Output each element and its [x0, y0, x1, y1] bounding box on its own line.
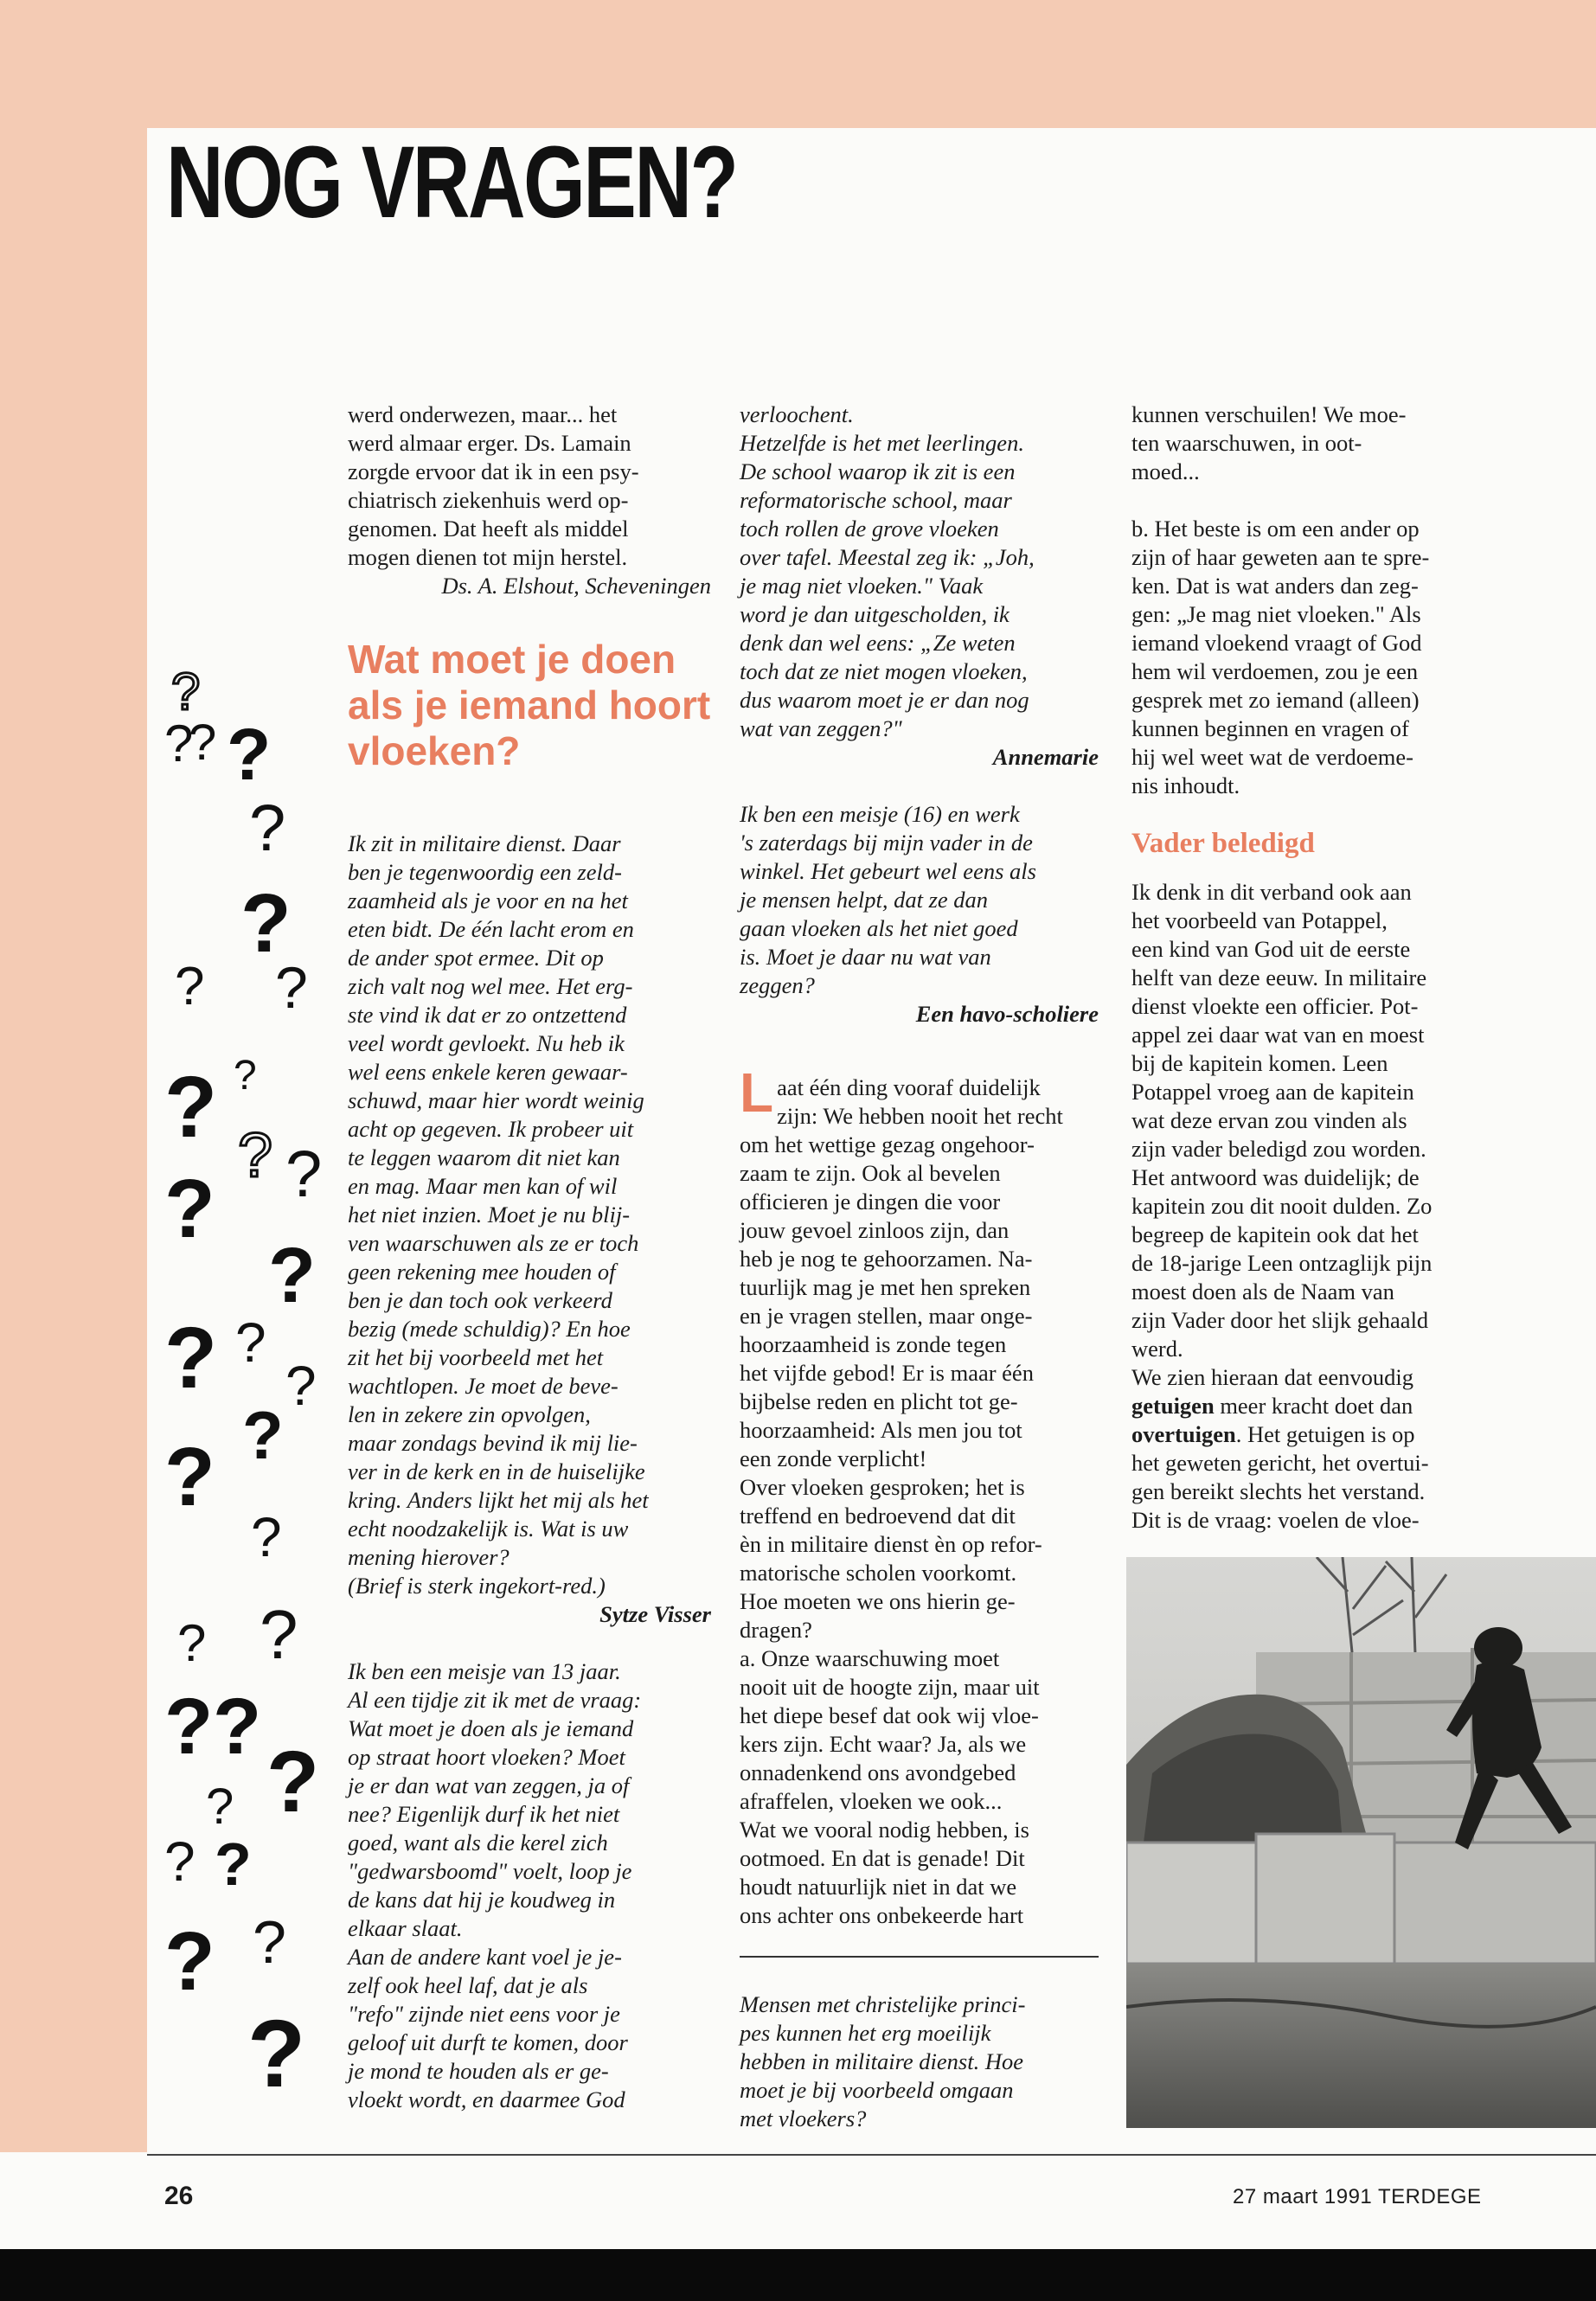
text-line: een zonde verplicht!: [740, 1445, 927, 1471]
text-line: bezig (mede schuldig)? En hoe: [348, 1316, 631, 1342]
text-line: a. Onze waarschuwing moet: [740, 1645, 1000, 1671]
text-line: de 18-jarige Leen ontzaglijk pijn: [1131, 1250, 1433, 1276]
text-line: toch dat ze niet mogen vloeken,: [740, 658, 1028, 684]
text-line: geloof uit durft te komen, door: [348, 2029, 628, 2055]
question-mark-icon: ?: [234, 1053, 257, 1099]
text-line: Ik ben een meisje van 13 jaar.: [348, 1658, 621, 1684]
text-line: Ik denk in dit verband ook aan: [1131, 879, 1412, 905]
text-line: en mag. Maar men kan of wil: [348, 1173, 618, 1199]
emphasis: getuigen: [1131, 1393, 1215, 1419]
text-line-fragment: . Het getuigen is op: [1235, 1421, 1415, 1447]
question-mark-icon: ?: [235, 1311, 266, 1374]
text-line: De school waarop ik zit is een: [740, 458, 1016, 484]
text-line: Ik ben een meisje (16) en werk: [740, 801, 1020, 827]
text-line: zorgde ervoor dat ik in een psy-: [348, 458, 639, 484]
question-mark-icon: ?: [251, 1506, 282, 1568]
text-line: Mensen met christelijke princi-: [740, 1991, 1026, 2017]
question-mark-icon: ?: [164, 715, 194, 772]
text-line: wat deze ervan zou vinden als: [1131, 1107, 1407, 1133]
text-line: (Brief is sterk ingekort-red.): [348, 1573, 606, 1599]
page-title: NOG VRAGEN?: [166, 125, 737, 240]
text-line: zit het bij voorbeeld met het: [348, 1344, 604, 1370]
text-line: nooit uit de hoogte zijn, maar uit: [740, 1674, 1040, 1700]
soldier-photo-image: [1126, 1557, 1596, 2128]
scan-edge-bar: [0, 2249, 1596, 2301]
text-line: chiatrisch ziekenhuis werd op-: [348, 487, 629, 513]
signature: Een havo-scholiere: [915, 1001, 1099, 1027]
text-line: je mond te houden als er ge-: [348, 2058, 609, 2084]
question-mark-icon: ?: [268, 1233, 316, 1319]
text-line: acht op gegeven. Ik probeer uit: [348, 1116, 634, 1142]
text-line: wat van zeggen?": [740, 715, 902, 741]
text-line: zich valt nog wel mee. Het erg-: [348, 973, 633, 999]
question-mark-icon: ?: [171, 663, 201, 721]
question-mark-icon: ?: [177, 1614, 207, 1672]
text-line: Wat we vooral nodig hebben, is: [740, 1817, 1029, 1843]
text-line: mening hierover?: [348, 1544, 510, 1570]
text-line: ver in de kerk en in de huiselijke: [348, 1458, 645, 1484]
text-line: [1131, 1420, 1495, 1449]
text-line: is. Moet je daar nu wat van: [740, 944, 991, 970]
letter-havo-scholiere: [740, 800, 1099, 1000]
question-mark-icon: ?: [164, 1310, 218, 1407]
text-line: moest doen als de Naam van: [1131, 1279, 1394, 1304]
text-line: Ik zit in militaire dienst. Daar: [348, 830, 621, 856]
text-line: over tafel. Meestal zeg ik: „Joh,: [740, 544, 1035, 570]
text-line: zeggen?: [740, 972, 815, 998]
text-line: kring. Anders lijkt het mij als het: [348, 1487, 649, 1513]
text-line: toch rollen de grove vloeken: [740, 516, 999, 542]
question-mark-icon: ?: [242, 1397, 284, 1473]
text-line: afraffelen, vloeken we ook...: [740, 1788, 1003, 1814]
text-line: zijn Vader door het slijk gehaald: [1131, 1307, 1429, 1333]
text-line: zelf ook heel laf, dat je als: [348, 1972, 588, 1998]
text-line: veel wordt gevloekt. Nu heb ik: [348, 1030, 625, 1056]
text-line: vloekt wordt, en daarmee God: [348, 2086, 625, 2112]
text-line: gaan vloeken als het niet goed: [740, 915, 1018, 941]
question-mark-icon: ?: [240, 877, 292, 970]
text-line: het geweten gericht, het overtui-: [1131, 1450, 1429, 1476]
signature: Sytze Visser: [599, 1601, 711, 1627]
question-mark-icon: ?: [164, 1682, 214, 1771]
text-line: Hetzelfde is het met leerlingen.: [740, 430, 1024, 456]
text-line: het vijfde gebod! Er is maar één: [740, 1360, 1034, 1386]
text-line: gesprek met zo iemand (alleen): [1131, 687, 1420, 713]
text-line: Over vloeken gesproken; het is: [740, 1474, 1025, 1500]
text-line: werd almaar erger. Ds. Lamain: [348, 430, 631, 456]
question-mark-icon: ?: [215, 1830, 252, 1898]
question-mark-icon: ?: [253, 1908, 286, 1976]
text-line: Dit is de vraag: voelen de vloe-: [1131, 1507, 1420, 1533]
pullquote-divider: [740, 1956, 1099, 1958]
text-line: begreep de kapitein ook dat het: [1131, 1221, 1419, 1247]
letter-annemarie-continued: [740, 401, 1099, 743]
page-number: 26: [164, 2182, 194, 2210]
text-line: treffend en bedroevend dat dit: [740, 1503, 1016, 1529]
text-line: zaamheid als je voor en na het: [348, 888, 628, 913]
text-line: je er dan wat van zeggen, ja of: [348, 1772, 630, 1798]
question-mark-icon: ?: [164, 1431, 215, 1523]
text-line: je mensen helpt, dat ze dan: [740, 887, 989, 913]
text-line: pes kunnen het erg moeilijk: [740, 2020, 991, 2046]
text-line: dienst vloekte een officier. Pot-: [1131, 993, 1419, 1019]
drop-cap: L: [740, 1061, 774, 1124]
question-mark-icon: ?: [266, 1734, 320, 1830]
signature: Ds. A. Elshout, Scheveningen: [441, 573, 711, 599]
question-mark-icon: ?: [164, 1163, 215, 1255]
text-line: genomen. Dat heeft als middel: [348, 516, 629, 542]
text-line: hem wil verdoemen, zou je een: [1131, 658, 1419, 684]
answer-text: [740, 1061, 1099, 1930]
text-line: en je vragen stellen, maar onge-: [740, 1303, 1033, 1329]
text-line: dus waarom moet je er dan nog: [740, 687, 1029, 713]
text-line: heb je nog te gehoorzamen. Na-: [740, 1246, 1033, 1272]
text-line-fragment: meer kracht doet dan: [1214, 1393, 1413, 1419]
text-line: echt noodzakelijk is. Wat is uw: [348, 1516, 629, 1541]
text-line: elkaar slaat.: [348, 1915, 463, 1941]
text-line: geen rekening mee houden of: [348, 1259, 616, 1285]
text-line: matorische scholen voorkomt.: [740, 1560, 1017, 1586]
text-line: de kans dat hij je koudweg in: [348, 1887, 616, 1913]
column-2: [740, 401, 1099, 2133]
question-mark-icon: ?: [285, 1355, 317, 1417]
text-line: het niet inzien. Moet je nu blij-: [348, 1202, 631, 1227]
text-line: kapitein zou dit nooit dulden. Zo: [1131, 1193, 1433, 1219]
text-line-fragment: aat één ding vooraf duidelijk: [777, 1074, 1041, 1100]
text-line: wel eens enkele keren gewaar-: [348, 1059, 628, 1085]
text-line: verloochent.: [740, 401, 854, 427]
text-line: hebben in militaire dienst. Hoe: [740, 2048, 1024, 2074]
question-mark-icon: ?: [213, 1682, 262, 1771]
question-mark-icon: ?: [247, 2001, 306, 2107]
pullquote: [740, 1990, 1099, 2133]
text-line: hoorzaamheid is zonde tegen: [740, 1331, 1007, 1357]
section-heading: Wat moet je doen als je iemand hoort vloeken?: [348, 637, 711, 773]
text-line: hij wel weet wat de verdoeme-: [1131, 744, 1413, 770]
text-line: helft van deze eeuw. In militaire: [1131, 965, 1427, 990]
question-mark-icon: ?: [227, 714, 272, 795]
text-line: moed...: [1131, 458, 1200, 484]
text-line: ben je dan toch ook verkeerd: [348, 1287, 612, 1313]
question-mark-icon: ?: [249, 792, 286, 865]
signature: Annemarie: [992, 744, 1099, 770]
question-mark-icon: ?: [275, 955, 308, 1021]
question-mark-icon: ?: [164, 1915, 215, 2008]
text-line: dragen?: [740, 1617, 812, 1643]
text-line: ootmoed. En dat is genade! Dit: [740, 1845, 1025, 1871]
text-line: bijbelse reden en plicht tot ge-: [740, 1388, 1018, 1414]
text-line: maar zondags bevind ik mij lie-: [348, 1430, 638, 1456]
question-mark-icon: ?: [164, 1059, 218, 1156]
text-line: jouw gevoel zinloos zijn, dan: [740, 1217, 1010, 1243]
text-line: Het antwoord was duidelijk; de: [1131, 1164, 1420, 1190]
letter-annemarie: [348, 1657, 711, 2114]
text-line: gen: „Je mag niet vloeken." Als: [1131, 601, 1421, 627]
text-line: een kind van God uit de eerste: [1131, 936, 1411, 962]
question-mark-icon: ?: [285, 1138, 323, 1211]
text-line: kunnen beginnen en vragen of: [1131, 715, 1409, 741]
text-line: nee? Eigenlijk durf ik het niet: [348, 1801, 620, 1827]
question-mark-icon: ?: [238, 1121, 273, 1190]
text-line: hoorzaamheid: Als men jou tot: [740, 1417, 1022, 1443]
text-line: Aan de andere kant voel je je-: [348, 1944, 622, 1970]
text-line: kers zijn. Echt waar? Ja, als we: [740, 1731, 1027, 1757]
text-line: tuurlijk mag je met hen spreken: [740, 1274, 1031, 1300]
text-line: met vloekers?: [740, 2106, 867, 2131]
text-line: denk dan wel eens: „Ze weten: [740, 630, 1016, 656]
text-line: zaam te zijn. Ook al bevelen: [740, 1160, 1001, 1186]
text-line: om het wettige gezag ongehoor-: [740, 1131, 1035, 1157]
text-line: zijn vader beledigd zou worden.: [1131, 1136, 1426, 1162]
text-line: zijn of haar geweten aan te spre-: [1131, 544, 1430, 570]
text-line: eten bidt. De één lacht erom en: [348, 916, 634, 942]
text-line: schuwd, maar hier wordt weinig: [348, 1087, 644, 1113]
text-line: appel zei daar wat van en moest: [1131, 1022, 1425, 1048]
text-line: iemand vloekend vraagt of God: [1131, 630, 1422, 656]
text-line: op straat hoort vloeken? Moet: [348, 1744, 625, 1770]
text-line: het diepe besef dat ook wij vloe-: [740, 1702, 1039, 1728]
photo-soldier: [1126, 1557, 1596, 2128]
text-line: len in zekere zin opvolgen,: [348, 1401, 591, 1427]
text-line: 's zaterdags bij mijn vader in de: [740, 830, 1033, 856]
question-mark-icon: ?: [164, 1830, 195, 1893]
text-line: de ander spot ermee. Dit op: [348, 945, 604, 971]
text-line: nis inhoudt.: [1131, 772, 1240, 798]
question-mark-icon: ?: [260, 1596, 298, 1673]
text-line: mogen dienen tot mijn herstel.: [348, 544, 628, 570]
text-line: houdt natuurlijk niet in dat we: [740, 1874, 1017, 1900]
text-line: het voorbeeld van Potappel,: [1131, 907, 1388, 933]
text-line: ons achter ons onbekeerde hart: [740, 1902, 1024, 1928]
text-line: bij de kapitein komen. Leen: [1131, 1050, 1388, 1076]
text-line: èn in militaire dienst èn op refor-: [740, 1531, 1042, 1557]
question-mark-icon: ?: [189, 715, 217, 771]
text-line: ven waarschuwen als ze er toch: [348, 1230, 639, 1256]
text-line: onnadenkend ons avondgebed: [740, 1759, 1016, 1785]
issue-dateline: 27 maart 1991 TERDEGE: [1233, 2185, 1482, 2208]
text-line: goed, want als die kerel zich: [348, 1830, 608, 1856]
text-line: Hoe moeten we ons hierin ge-: [740, 1588, 1016, 1614]
text-line: [1131, 1392, 1495, 1420]
text-line: werd.: [1131, 1336, 1183, 1362]
text-line: werd onderwezen, maar... het: [348, 401, 618, 427]
text-line: kunnen verschuilen! We moe-: [1131, 401, 1407, 427]
text-line: reformatorische school, maar: [740, 487, 1012, 513]
text-line: ben je tegenwoordig een zeld-: [348, 859, 622, 885]
column-3: [1131, 401, 1495, 1535]
text-line: word je dan uitgescholden, ik: [740, 601, 1010, 627]
column-1: [348, 401, 711, 2114]
text-line: ken. Dat is wat anders dan zeg-: [1131, 573, 1419, 599]
text-line: moet je bij voorbeeld omgaan: [740, 2077, 1014, 2103]
text-line: "gedwarsboomd" voelt, loop je: [348, 1858, 632, 1884]
text-line: Al een tijdje zit ik met de vraag:: [348, 1687, 642, 1713]
question-mark-icon: ?: [206, 1779, 234, 1835]
text-line: ste vind ik dat er zo ontzettend: [348, 1002, 627, 1028]
text-line: "refo" zijnde niet eens voor je: [348, 2001, 620, 2027]
letter-sytze: [348, 830, 711, 1600]
text-line: officieren je dingen die voor: [740, 1189, 1001, 1215]
text-line: je mag niet vloeken." Vaak: [740, 573, 984, 599]
text-line: Wat moet je doen als je iemand: [348, 1715, 634, 1741]
text-line: Potappel vroeg aan de kapitein: [1131, 1079, 1414, 1105]
text-line: te leggen waarom dit niet kan: [348, 1144, 620, 1170]
text-line: wachtlopen. Je moet de beve-: [348, 1373, 619, 1399]
footer-rule: [147, 2154, 1596, 2156]
text-line: gen bereikt slechts het verstand.: [1131, 1478, 1426, 1504]
text-line: zijn: We hebben nooit het recht: [777, 1103, 1063, 1129]
question-mark-icon: ?: [175, 957, 205, 1016]
text-line: We zien hieraan dat eenvoudig: [1131, 1364, 1414, 1390]
text-line: ten waarschuwen, in oot-: [1131, 430, 1362, 456]
text-line: b. Het beste is om een ander op: [1131, 516, 1420, 542]
section-heading: Vader beledigd: [1131, 828, 1315, 859]
text-line: winkel. Het gebeurt wel eens als: [740, 858, 1036, 884]
emphasis: overtuigen: [1131, 1421, 1236, 1447]
